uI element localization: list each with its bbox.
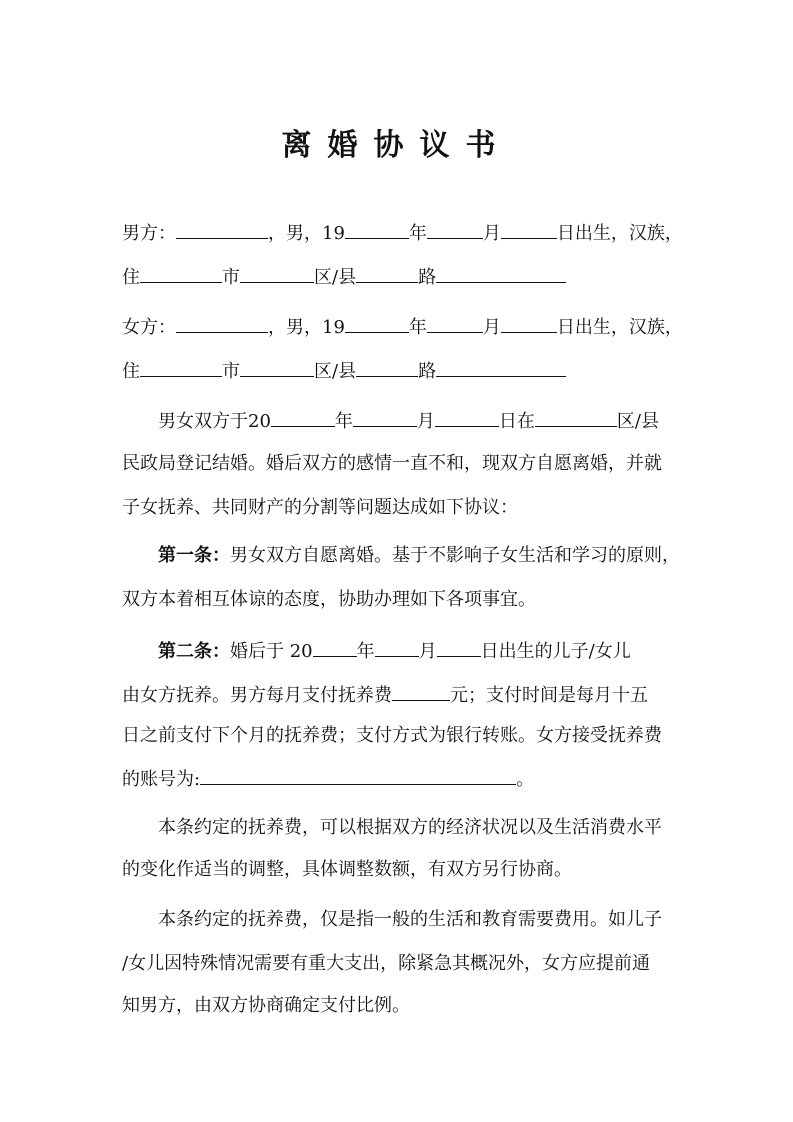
support-fee-text: 由女方抚养。男方每月支付抚养费 (122, 685, 392, 706)
document-title: 离婚协议书 (281, 128, 512, 163)
male-info-line (122, 218, 683, 246)
month-label: 月 (416, 411, 435, 432)
support-fee-amount-blank[interactable] (392, 680, 450, 701)
male-birth-month-blank[interactable] (427, 218, 483, 239)
male-label: 男方： (122, 223, 176, 244)
marriage-day-blank[interactable] (435, 406, 499, 427)
female-birth-month-blank[interactable] (427, 312, 483, 333)
district-label: 区/县 (616, 411, 659, 432)
article-1-line-2: 双方本着相互体谅的态度，协助办理如下各项事宜。 (122, 589, 536, 610)
district-label: 区/县 (314, 267, 357, 288)
month-label: 月 (482, 223, 501, 244)
account-number-blank[interactable] (200, 764, 516, 785)
male-road-blank[interactable] (356, 262, 418, 283)
year-label: 年 (356, 641, 375, 662)
article-2-line-4 (122, 764, 534, 792)
para-4-line-3: 知男方，由双方协商确定支付比例。 (122, 995, 410, 1016)
female-address-detail-blank[interactable] (436, 356, 566, 377)
child-birth-year-blank[interactable] (313, 636, 357, 657)
year-label: 年 (334, 411, 353, 432)
female-birth-day-blank[interactable] (501, 312, 557, 333)
article-2-heading: 第二条： (158, 641, 230, 662)
para-3-line-1: 本条约定的抚养费，可以根据双方的经济状况以及生活消费水平 (158, 817, 662, 838)
male-birth-day-blank[interactable] (501, 218, 557, 239)
female-label: 女方： (122, 317, 176, 338)
female-name-blank[interactable] (176, 312, 268, 333)
intro-line-3: 子女抚养、共同财产的分割等问题达成如下协议： (122, 497, 518, 518)
male-name-blank[interactable] (176, 218, 268, 239)
article-2-child-text: 日出生的儿子/女儿 (480, 641, 631, 662)
article-1-text: 男女双方自愿离婚。基于不影响子女生活和学习的原则， (230, 545, 680, 566)
marriage-district-blank[interactable] (535, 406, 617, 427)
male-gender-text: ，男，19 (268, 223, 345, 244)
para-3-line-2: 的变化作适当的调整，具体调整数额，有双方另行协商。 (122, 859, 572, 880)
district-label: 区/县 (314, 361, 357, 382)
intro-line-1 (158, 406, 659, 434)
day-at-label: 日在 (498, 411, 535, 432)
article-1-heading: 第一条： (158, 545, 230, 566)
month-label: 月 (482, 317, 501, 338)
male-city-blank[interactable] (140, 262, 222, 283)
city-label: 市 (222, 361, 240, 382)
payment-time-text: 元；支付时间是每月十五 (450, 685, 648, 706)
female-district-blank[interactable] (240, 356, 314, 377)
female-info-line (122, 312, 683, 340)
month-label: 月 (418, 641, 437, 662)
year-label: 年 (408, 317, 427, 338)
marriage-year-blank[interactable] (271, 406, 335, 427)
birth-ethnicity-text: 日出生，汉族， (556, 317, 683, 338)
female-gender-text: ，男，19 (268, 317, 345, 338)
road-label: 路 (418, 267, 437, 288)
child-birth-month-blank[interactable] (375, 636, 419, 657)
birth-ethnicity-text: 日出生，汉族， (556, 223, 683, 244)
article-2-line-3: 日之前支付下个月的抚养费；支付方式为银行转账。女方接受抚养费 (122, 725, 662, 746)
article-2-line-1 (158, 636, 631, 664)
female-city-blank[interactable] (140, 356, 222, 377)
male-address-detail-blank[interactable] (436, 262, 566, 283)
live-label: 住 (122, 361, 140, 382)
city-label: 市 (222, 267, 240, 288)
article-2-text: 婚后于 20 (230, 641, 313, 662)
article-1-line-1 (158, 542, 680, 570)
male-birth-year-blank[interactable] (345, 218, 409, 239)
child-birth-day-blank[interactable] (437, 636, 481, 657)
male-district-blank[interactable] (240, 262, 314, 283)
road-label: 路 (418, 361, 437, 382)
female-address-line (122, 356, 566, 384)
year-label: 年 (408, 223, 427, 244)
article-2-line-2 (122, 680, 648, 708)
account-label: 的账号为: (122, 769, 201, 790)
intro-text: 男女双方于20 (158, 411, 271, 432)
para-4-line-1: 本条约定的抚养费，仅是指一般的生活和教育需要费用。如儿子 (158, 909, 662, 930)
female-birth-year-blank[interactable] (345, 312, 409, 333)
para-4-line-2: /女儿因特殊情况需要有重大支出，除紧急其概况外，女方应提前通 (122, 953, 651, 974)
period-mark: 。 (516, 769, 535, 790)
male-address-line (122, 262, 566, 290)
female-road-blank[interactable] (356, 356, 418, 377)
intro-line-2: 民政局登记结婚。婚后双方的感情一直不和，现双方自愿离婚，并就 (122, 453, 662, 474)
marriage-month-blank[interactable] (353, 406, 417, 427)
live-label: 住 (122, 267, 140, 288)
